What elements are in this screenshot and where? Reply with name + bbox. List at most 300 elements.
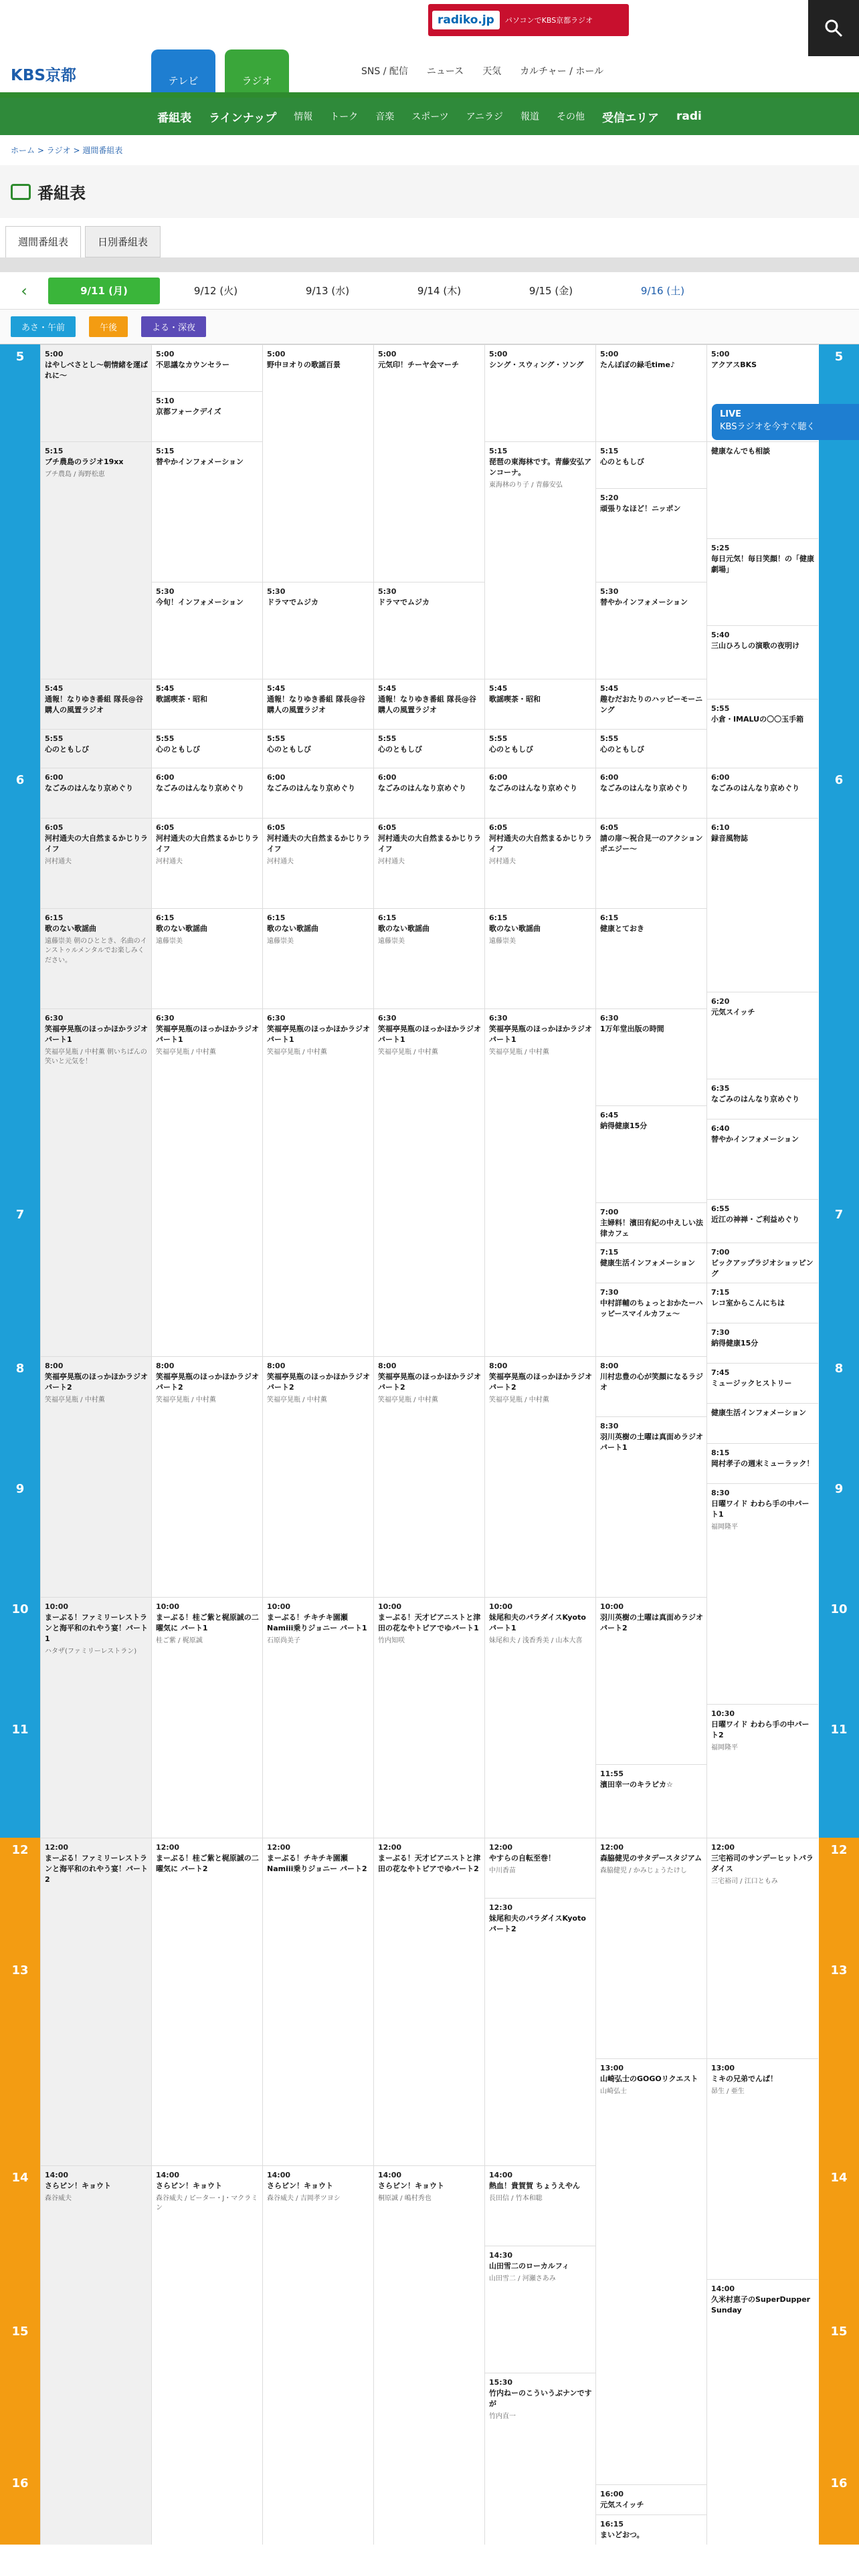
program-cell[interactable] — [41, 344, 152, 441]
program-cell[interactable] — [485, 1597, 596, 1838]
day-sat[interactable]: 9/16 (土) — [640, 285, 685, 297]
program-cell[interactable] — [707, 1483, 818, 1704]
program-host: 森谷威夫 / 吉岡孝ツヨシ — [267, 2194, 341, 2202]
program-time: 5:15 — [45, 447, 64, 455]
hour-label: 9 — [819, 1477, 859, 1597]
program-title: さらピン！キョウト — [45, 2181, 111, 2190]
program-cell[interactable] — [596, 1416, 707, 1597]
program-cell[interactable] — [707, 1199, 818, 1243]
program-title: なごみのはんなり京めぐり — [711, 783, 799, 792]
subnav-sns[interactable]: SNS / 配信 — [361, 66, 408, 77]
program-cell[interactable] — [596, 1764, 707, 1838]
program-cell[interactable] — [41, 679, 152, 729]
program-cell[interactable] — [263, 582, 374, 679]
program-cell[interactable] — [263, 1838, 374, 2165]
program-title: 替やかインフォメーション — [156, 457, 244, 466]
program-cell[interactable] — [596, 2484, 707, 2514]
program-cell[interactable] — [41, 1838, 152, 2165]
nav-sports[interactable]: スポーツ — [411, 112, 449, 122]
program-title: 森脇健児のサタデースタジアム — [600, 1853, 702, 1862]
program-title: 河村通夫の大自然まるかじりライフ — [378, 833, 481, 853]
program-title: 野中ヨオりの歌謡百景 — [267, 360, 341, 369]
program-time: 7:15 — [711, 1288, 730, 1297]
hour-label: 10 — [819, 1597, 859, 1717]
program-time: 6:30 — [45, 1014, 64, 1023]
tab-radio[interactable]: ラジオ — [225, 49, 289, 92]
program-title: 納得健康15分 — [600, 1121, 648, 1130]
program-cell[interactable] — [707, 1443, 818, 1483]
program-cell[interactable] — [152, 1008, 263, 1356]
program-title: 替やかインフォメーション — [600, 597, 688, 607]
program-time: 5:45 — [378, 684, 397, 693]
program-title: 通報！なりゆき番組 隊長@谷購人の風置ラジオ — [378, 694, 476, 714]
program-time: 8:00 — [45, 1362, 64, 1370]
program-cell[interactable] — [707, 992, 818, 1079]
tab-tv[interactable]: テレビ — [151, 49, 215, 92]
program-cell[interactable] — [374, 768, 485, 818]
radio-icon — [11, 184, 31, 200]
program-title: 歌のない歌謡曲 — [156, 924, 207, 933]
program-cell[interactable] — [707, 818, 818, 992]
program-cell[interactable] — [374, 1008, 485, 1356]
program-time: 5:15 — [600, 447, 619, 455]
program-host: 山田雪二 / 河瀬さあみ — [489, 2274, 556, 2282]
program-title: 笑福亭晃瓶のほっかほかラジオ パート2 — [156, 1372, 259, 1392]
program-cell[interactable] — [485, 2246, 596, 2373]
program-cell[interactable] — [596, 818, 707, 908]
program-time: 5:30 — [156, 587, 175, 596]
tab-daily[interactable]: 日別番組表 — [85, 226, 161, 257]
program-cell[interactable] — [596, 1008, 707, 1105]
program-title: 元気スイッチ — [711, 1007, 755, 1016]
day-fri[interactable]: 9/15 (金) — [529, 285, 573, 297]
program-time: 6:20 — [711, 997, 730, 1006]
program-cell[interactable] — [707, 538, 818, 625]
breadcrumb[interactable]: ホーム > ラジオ > 週間番組表 — [11, 146, 123, 155]
program-cell[interactable] — [485, 729, 596, 768]
program-time: 5:45 — [489, 684, 508, 693]
program-cell[interactable] — [263, 1008, 374, 1356]
program-time: 16:00 — [600, 2490, 624, 2498]
program-title: ミキの兄弟でんぱ！ — [711, 2074, 777, 2083]
program-time: 11:55 — [600, 1769, 624, 1778]
filter-afternoon[interactable]: 午後 — [89, 316, 128, 337]
program-cell[interactable] — [41, 908, 152, 1008]
program-time: 5:45 — [45, 684, 64, 693]
day-mon[interactable]: 9/11 (月) — [48, 278, 160, 304]
program-time: 10:00 — [489, 1602, 513, 1611]
program-cell[interactable] — [707, 1079, 818, 1119]
program-time: 14:00 — [267, 2171, 291, 2179]
program-time: 6:00 — [600, 773, 619, 782]
program-cell[interactable] — [152, 1597, 263, 1838]
program-time: 6:45 — [600, 1111, 619, 1119]
program-title: 心のともしび — [600, 457, 644, 466]
program-time: 12:30 — [489, 1903, 513, 1912]
program-time: 6:15 — [45, 914, 64, 922]
program-host: 遠藤崇美 — [267, 937, 294, 945]
program-title: なごみのはんなり京めぐり — [45, 783, 133, 792]
hour-label: 14 — [819, 2165, 859, 2319]
program-time: 6:55 — [711, 1204, 730, 1213]
program-cell[interactable] — [485, 1356, 596, 1597]
program-cell[interactable] — [263, 908, 374, 1008]
program-cell[interactable] — [596, 2058, 707, 2232]
program-time: 12:00 — [600, 1843, 624, 1852]
program-host: 昴生 / 亜生 — [711, 2087, 745, 2095]
program-title: 笑福亭晃瓶のほっかほかラジオ パート1 — [45, 1024, 148, 1044]
program-cell[interactable] — [707, 1403, 818, 1443]
program-title: 日曜ワイド わわら手の中パート2 — [711, 1719, 809, 1739]
program-time: 12:00 — [156, 1843, 180, 1852]
hour-label: 7 — [819, 1202, 859, 1356]
program-host: 遠藤崇美 朝のひととき、名曲のインストゥルメンタルでお楽しみください。 — [45, 937, 147, 964]
live-button[interactable] — [712, 404, 859, 440]
program-cell[interactable] — [485, 1838, 596, 1898]
program-cell[interactable] — [41, 1008, 152, 1356]
program-title: 小倉・IMALUの〇〇玉手箱 — [711, 714, 804, 724]
program-title: 通報！なりゆき番組 隊長@谷購人の風置ラジオ — [45, 694, 143, 714]
program-time: 5:30 — [378, 587, 397, 596]
program-time: 5:55 — [267, 734, 286, 743]
program-title: 歌のない歌謡曲 — [267, 924, 318, 933]
program-title: 替やかインフォメーション — [711, 1134, 799, 1144]
program-title: 岡村孝子の週末ミューラック！ — [711, 1459, 814, 1468]
program-cell[interactable] — [485, 441, 596, 679]
nav-news[interactable]: 報道 — [520, 112, 540, 122]
program-cell[interactable] — [41, 768, 152, 818]
program-cell[interactable] — [596, 908, 707, 1008]
program-time: 6:05 — [600, 823, 619, 832]
program-cell[interactable] — [41, 441, 152, 679]
program-time: 5:45 — [267, 684, 286, 693]
program-cell[interactable] — [596, 729, 707, 768]
program-cell[interactable] — [152, 441, 263, 582]
hour-label: 12 — [0, 1838, 40, 1958]
program-cell[interactable] — [374, 1838, 485, 2165]
program-title: まーぶる！桂ご紫と梶原誠の二曜気に パート1 — [156, 1612, 259, 1632]
program-cell[interactable] — [707, 1119, 818, 1199]
program-host: 河村通夫 — [267, 857, 294, 865]
program-time: 10:30 — [711, 1709, 735, 1718]
program-time: 5:55 — [378, 734, 397, 743]
program-cell[interactable] — [485, 768, 596, 818]
program-time: 6:00 — [156, 773, 175, 782]
program-time: 13:00 — [711, 2064, 735, 2072]
program-host: 森谷威夫 — [45, 2194, 72, 2202]
site-header — [0, 59, 859, 98]
program-cell[interactable] — [374, 908, 485, 1008]
nav-anime[interactable]: アニラジ — [466, 112, 504, 122]
program-title: レコ室からこんにちは — [711, 1298, 785, 1307]
program-time: 5:55 — [711, 704, 730, 713]
search-button[interactable] — [808, 0, 859, 56]
prev-arrow-icon[interactable]: ‹ — [21, 281, 27, 300]
program-time: 12:00 — [711, 1843, 735, 1852]
program-cell[interactable] — [41, 1356, 152, 1597]
hour-label: 9 — [0, 1477, 40, 1597]
program-cell[interactable] — [152, 729, 263, 768]
program-time: 8:30 — [600, 1422, 619, 1430]
program-cell[interactable] — [374, 2165, 485, 2545]
program-title: 河村通夫の大自然まるかじりライフ — [45, 833, 148, 853]
program-cell[interactable] — [485, 818, 596, 908]
hour-label: 10 — [0, 1597, 40, 1717]
program-cell[interactable] — [263, 2165, 374, 2545]
program-time: 6:05 — [156, 823, 175, 832]
program-cell[interactable] — [707, 625, 818, 699]
day-tue[interactable]: 9/12 (火) — [193, 285, 238, 297]
program-title: 頑張りなほど！ニッポン — [600, 504, 681, 513]
program-time: 14:00 — [45, 2171, 69, 2179]
program-cell[interactable] — [485, 344, 596, 441]
program-cell[interactable] — [41, 2165, 152, 2545]
subnav-culture[interactable]: カルチャー / ホール — [520, 66, 604, 77]
program-title: まーぶる！桂ご紫と梶原誠の二曜気に パート2 — [156, 1853, 259, 1873]
program-cell[interactable] — [41, 729, 152, 768]
program-title: 笑福亭晃瓶のほっかほかラジオ パート2 — [489, 1372, 592, 1392]
nav-other[interactable]: その他 — [557, 112, 585, 122]
program-cell[interactable] — [707, 699, 818, 768]
program-host: 長田信 / 竹本和聡 — [489, 2194, 543, 2202]
program-host: 笑福亭晃瓶 / 中村薫 — [267, 1048, 327, 1056]
program-cell[interactable] — [152, 818, 263, 908]
program-cell[interactable] — [596, 441, 707, 488]
program-cell[interactable] — [596, 1283, 707, 1356]
program-title: 京都フォークデイズ — [156, 407, 221, 416]
hour-label: 8 — [0, 1356, 40, 1477]
program-time: 6:05 — [489, 823, 508, 832]
program-host: ブチ農島 / 海野松恵 — [45, 470, 105, 478]
program-time: 8:00 — [489, 1362, 508, 1370]
program-time: 6:05 — [267, 823, 286, 832]
live-text: KBSラジオを今すぐ聴く — [720, 422, 816, 432]
subnav-weather[interactable]: 天気 — [482, 66, 502, 77]
program-cell[interactable] — [596, 679, 707, 729]
program-time: 6:30 — [267, 1014, 286, 1023]
program-time: 6:15 — [156, 914, 175, 922]
program-cell[interactable] — [374, 1356, 485, 1597]
program-cell[interactable] — [707, 441, 818, 538]
nav-schedule[interactable]: 番組表 — [157, 111, 192, 125]
filter-night[interactable]: よる・深夜 — [141, 316, 206, 337]
radiko-ad-banner[interactable] — [428, 4, 629, 36]
program-title: 心のともしび — [378, 744, 422, 754]
program-time: 12:00 — [267, 1843, 291, 1852]
program-title: ドラマでムジカ — [267, 597, 318, 607]
program-cell[interactable] — [596, 1356, 707, 1416]
program-title: なごみのはんなり京めぐり — [711, 1094, 799, 1103]
nav-lineup[interactable]: ラインナップ — [209, 111, 277, 125]
program-cell[interactable] — [263, 344, 374, 582]
hour-label: 5 — [819, 344, 859, 768]
program-time: 6:35 — [711, 1084, 730, 1093]
program-cell[interactable] — [596, 1597, 707, 1764]
program-title: まいどおつ。 — [600, 2530, 644, 2539]
day-selector — [0, 272, 859, 310]
radiko-logo: radiko.jp — [432, 11, 500, 29]
program-time: 10:00 — [378, 1602, 402, 1611]
program-cell[interactable] — [263, 729, 374, 768]
program-time: 5:00 — [267, 350, 286, 358]
program-title: 1万年堂出版の時間 — [600, 1024, 664, 1033]
program-host: 遠藤崇美 — [489, 937, 516, 945]
program-title: 久米村恵子のSuperDupper Sunday — [711, 2294, 811, 2315]
program-time: 7:00 — [600, 1208, 619, 1216]
program-host: 笑福亭晃瓶 / 中村薫 — [378, 1396, 438, 1404]
program-title: 歌謡喫茶・昭和 — [156, 694, 207, 704]
hour-label: 14 — [0, 2165, 40, 2319]
program-time: 6:00 — [45, 773, 64, 782]
program-host: 河村通夫 — [378, 857, 405, 865]
program-cell[interactable] — [596, 582, 707, 679]
program-cell[interactable] — [707, 1243, 818, 1283]
day-column — [706, 344, 818, 2545]
program-cell[interactable] — [485, 1008, 596, 1356]
program-host: 東海林のり子 / 青藤安弘 — [489, 481, 563, 489]
program-cell[interactable] — [485, 908, 596, 1008]
program-cell[interactable] — [374, 1597, 485, 1838]
program-cell[interactable] — [41, 1597, 152, 1838]
program-cell[interactable] — [374, 729, 485, 768]
program-cell[interactable] — [152, 679, 263, 729]
nav-area[interactable]: 受信エリア — [602, 111, 660, 125]
program-cell[interactable] — [485, 2165, 596, 2246]
program-title: 録音風物誌 — [711, 833, 748, 843]
program-time: 15:30 — [489, 2378, 513, 2387]
day-wed[interactable]: 9/13 (水) — [305, 285, 350, 297]
program-cell[interactable] — [152, 2165, 263, 2545]
program-title: まーぶる！チキチキ園瀬Namiii乗りジョニー パート2 — [267, 1853, 367, 1873]
nav-info[interactable]: 情報 — [294, 112, 313, 122]
program-time: 5:00 — [711, 350, 730, 358]
program-title: 笑福亭晃瓶のほっかほかラジオ パート1 — [267, 1024, 370, 1044]
program-title: 日曜ワイド わわら手の中パート1 — [711, 1499, 809, 1519]
program-cell[interactable] — [707, 768, 818, 818]
search-icon — [824, 18, 844, 38]
program-title: 心のともしび — [156, 744, 200, 754]
program-time: 6:30 — [378, 1014, 397, 1023]
program-cell[interactable] — [374, 679, 485, 729]
program-host: 河村通夫 — [489, 857, 516, 865]
program-host: 妹尾和夫 / 浅香秀美 / 山本大喜 — [489, 1636, 583, 1644]
program-cell[interactable] — [707, 2058, 818, 2279]
program-time: 5:00 — [378, 350, 397, 358]
program-cell[interactable] — [374, 344, 485, 582]
program-host: 笑福亭晃瓶 / 中村薫 — [378, 1048, 438, 1056]
program-title: 妹尾和夫のパラダイスKyoto パート2 — [489, 1913, 586, 1933]
program-cell[interactable] — [152, 582, 263, 679]
program-time: 5:00 — [45, 350, 64, 358]
program-time: 7:45 — [711, 1368, 730, 1377]
program-cell[interactable] — [41, 818, 152, 908]
program-cell[interactable] — [152, 1356, 263, 1597]
program-cell[interactable] — [707, 1838, 818, 2058]
program-title: 健康とておき — [600, 924, 644, 933]
program-cell[interactable] — [263, 1597, 374, 1838]
program-cell[interactable] — [596, 1243, 707, 1283]
program-cell[interactable] — [374, 582, 485, 679]
program-cell[interactable] — [374, 818, 485, 908]
program-time: 8:00 — [267, 1362, 286, 1370]
program-title: 三山ひろしの演歌の夜明け — [711, 641, 799, 650]
program-host: 河村通夫 — [156, 857, 183, 865]
program-title: まーぶる！チキチキ園瀬Namiii乗りジョニー パート1 — [267, 1612, 367, 1632]
program-cell[interactable] — [596, 1202, 707, 1243]
day-column — [262, 344, 374, 2545]
program-cell[interactable] — [596, 1838, 707, 2058]
program-cell[interactable] — [485, 2373, 596, 2545]
program-cell[interactable] — [596, 2514, 707, 2545]
program-cell[interactable] — [152, 908, 263, 1008]
program-time: 6:00 — [267, 773, 286, 782]
program-title: たんぽぽの緑毛time♪ — [600, 360, 675, 369]
program-cell[interactable] — [485, 679, 596, 729]
filter-morning[interactable]: あさ・午前 — [11, 316, 76, 337]
program-cell[interactable] — [707, 1323, 818, 1363]
program-title: まーぶる！ファミリーレストランと海平和のれやう宴！パート2 — [45, 1853, 148, 1884]
program-time: 16:15 — [600, 2520, 624, 2529]
program-time: 5:55 — [45, 734, 64, 743]
program-time: 14:30 — [489, 2251, 513, 2260]
program-title: 中村詳輔のちょっとおかたーハッピースマイルカフェ〜 — [600, 1298, 703, 1318]
program-cell[interactable] — [707, 1283, 818, 1323]
program-cell[interactable] — [152, 344, 263, 391]
program-title: 納得健康15分 — [711, 1338, 759, 1348]
program-cell[interactable] — [263, 679, 374, 729]
day-thu[interactable]: 9/14 (木) — [417, 285, 462, 297]
tab-weekly[interactable]: 週間番組表 — [5, 226, 81, 257]
program-time: 8:00 — [378, 1362, 397, 1370]
program-cell[interactable] — [596, 344, 707, 441]
program-title: ビックアップラジオショッピング — [711, 1258, 814, 1278]
program-title: まーぶる！天才ピアニストと津田の花なやトピアでゆパート2 — [378, 1853, 481, 1873]
program-cell[interactable] — [263, 818, 374, 908]
program-cell[interactable] — [152, 768, 263, 818]
program-time: 6:15 — [600, 914, 619, 922]
program-time: 8:00 — [156, 1362, 175, 1370]
program-cell[interactable] — [263, 1356, 374, 1597]
day-column — [373, 344, 485, 2545]
page-header — [0, 165, 859, 218]
nav-music[interactable]: 音楽 — [375, 112, 395, 122]
program-time: 6:15 — [378, 914, 397, 922]
program-time: 14:00 — [711, 2284, 735, 2293]
program-cell[interactable] — [152, 391, 263, 441]
program-title: まーぶる！ファミリーレストランと海平和のれやう宴！パート1 — [45, 1612, 148, 1643]
program-cell[interactable] — [707, 2279, 818, 2413]
subnav-news[interactable]: ニュース — [426, 66, 464, 77]
program-time: 6:30 — [156, 1014, 175, 1023]
program-cell[interactable] — [596, 488, 707, 582]
program-title: 元気スイッチ — [600, 2500, 644, 2509]
program-cell[interactable] — [596, 1105, 707, 1202]
program-cell[interactable] — [596, 768, 707, 818]
nav-talk[interactable]: トーク — [330, 112, 359, 122]
program-cell[interactable] — [707, 1363, 818, 1403]
nav-radi[interactable]: radi — [676, 110, 702, 123]
program-cell[interactable] — [485, 1898, 596, 2165]
program-cell[interactable] — [152, 1838, 263, 2165]
site-logo[interactable]: KBS京都 — [11, 67, 76, 84]
program-time: 5:30 — [600, 587, 619, 596]
program-host: 森脇健児 / かみじょうたけし — [600, 1866, 687, 1874]
program-title: 河村通夫の大自然まるかじりライフ — [267, 833, 370, 853]
program-time: 6:15 — [267, 914, 286, 922]
program-cell[interactable] — [263, 768, 374, 818]
program-host: 中川香苗 — [489, 1866, 516, 1874]
hour-label: 6 — [819, 768, 859, 1202]
